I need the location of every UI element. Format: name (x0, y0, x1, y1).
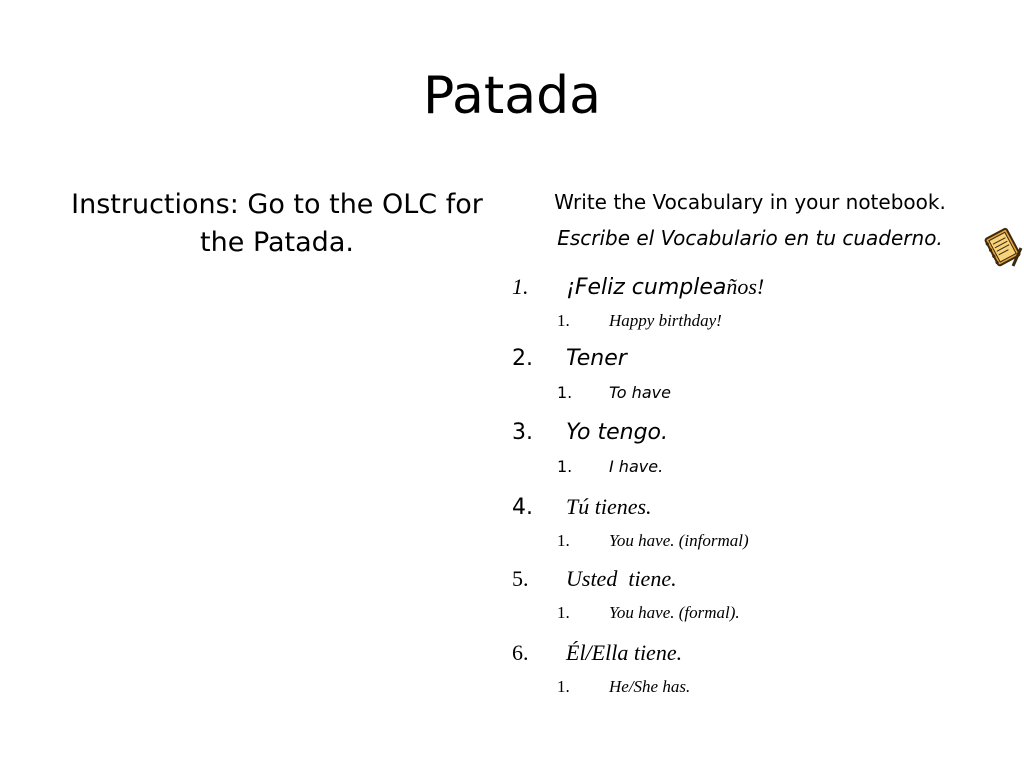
list-sub-item (557, 380, 671, 406)
item-number: 6. (512, 640, 529, 665)
meaning-text: You have. (informal) (609, 531, 749, 550)
sub-number: 1. (557, 603, 570, 622)
term-text: Usted tiene. (566, 566, 677, 591)
item-number: 4. (512, 495, 533, 520)
item-number: 2. (512, 346, 533, 371)
sub-number: 1. (557, 311, 570, 330)
list-item (512, 344, 627, 374)
list-item (512, 272, 764, 302)
list-sub-item (557, 528, 749, 554)
intro-english: Write the Vocabulary in your notebook. (554, 190, 946, 214)
term-text: Tener (566, 346, 627, 371)
sub-number: 1. (557, 677, 570, 696)
term-text-part: ños! (726, 274, 765, 299)
slide-title: Patada (422, 66, 601, 126)
list-sub-item (557, 308, 722, 334)
list-item (512, 638, 682, 668)
term-text: Tú tienes. (566, 494, 652, 519)
item-number: 5. (512, 566, 529, 591)
vocabulary-list (512, 272, 982, 712)
meaning-text: I have. (609, 457, 664, 476)
sub-number: 1. (557, 457, 573, 476)
list-item (512, 564, 677, 594)
sub-number: 1. (557, 531, 570, 550)
item-number: 1. (512, 274, 529, 299)
list-sub-item (557, 454, 663, 480)
meaning-text: You have. (formal). (609, 603, 740, 622)
item-number: 3. (512, 420, 533, 445)
term-text-part: ¡Feliz cumplea (566, 275, 727, 300)
meaning-text: He/She has. (609, 677, 691, 696)
instructions-text: Instructions: Go to the OLC for the Patada. (71, 189, 483, 258)
intro-block (500, 184, 1000, 256)
meaning-text: Happy birthday! (609, 311, 722, 330)
term-text: Él/Ella tiene. (566, 640, 683, 665)
notebook-pencil-icon (983, 226, 1023, 270)
intro-spanish: Escribe el Vocabulario en tu cuaderno. (557, 226, 943, 250)
list-item (512, 418, 668, 448)
list-sub-item (557, 674, 690, 700)
list-sub-item (557, 600, 740, 626)
meaning-text: To have (609, 383, 671, 402)
list-item (512, 492, 652, 522)
sub-number: 1. (557, 383, 573, 402)
term-text: Yo tengo. (566, 420, 668, 445)
